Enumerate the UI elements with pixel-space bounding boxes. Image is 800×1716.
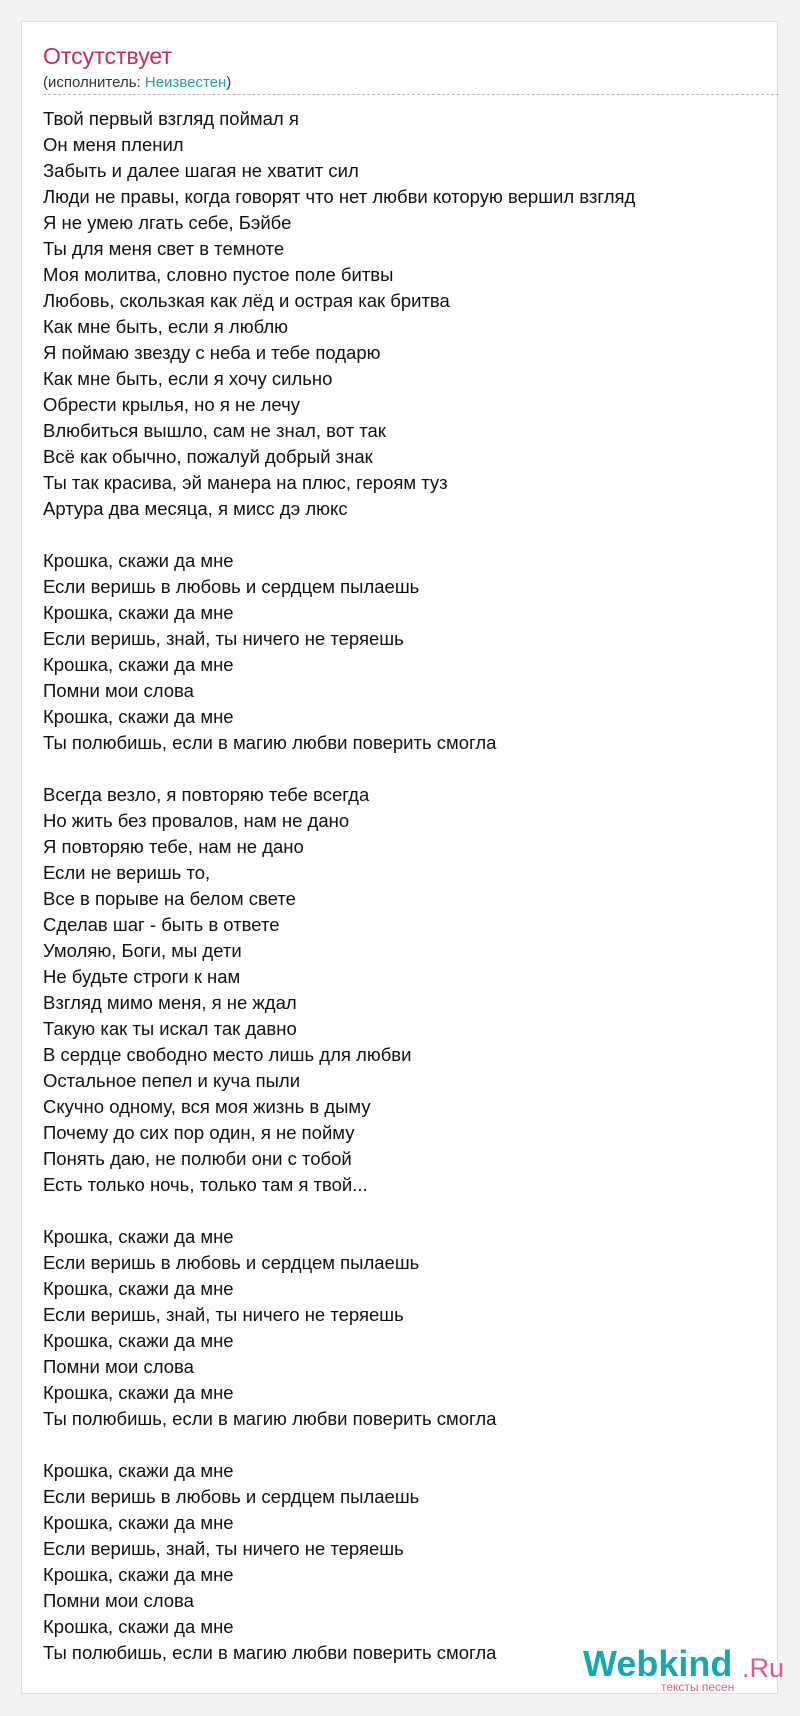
- logo-wordmark: Webkind: [583, 1643, 733, 1684]
- artist-prefix: (исполнитель:: [43, 74, 145, 91]
- lyrics-line: Крошка, скажи да мне: [43, 550, 234, 571]
- lyrics-line: Люди не правы, когда говорят что нет любви которую вершил взгляд: [43, 186, 636, 207]
- lyrics-line: Почему до сих пор один, я не пойму: [43, 1122, 355, 1143]
- logo-domain: .Ru: [742, 1653, 785, 1683]
- lyrics-line: Взгляд мимо меня, я не ждал: [43, 992, 297, 1013]
- lyrics-line: Я поймаю звезду с неба и тебе подарю: [43, 342, 381, 363]
- lyrics-line: Твой первый взгляд поймал я: [43, 108, 299, 129]
- lyrics-line: Если веришь, знай, ты ничего не теряешь: [43, 1304, 404, 1325]
- lyrics-line: Ты полюбишь, если в магию любви поверить смогла: [43, 1408, 497, 1429]
- lyrics-line: Как мне быть, если я хочу сильно: [43, 368, 333, 389]
- lyrics-line: Всегда везло, я повторяю тебе всегда: [43, 784, 370, 805]
- lyrics-line: Не будьте строги к нам: [43, 966, 241, 987]
- lyrics-line: Все в порыве на белом свете: [43, 888, 296, 909]
- lyrics-line: Крошка, скажи да мне: [43, 1330, 234, 1351]
- lyrics-stanza: [43, 106, 763, 522]
- lyrics-line: Он меня пленил: [43, 134, 184, 155]
- lyrics-line: Скучно одному, вся моя жизнь в дыму: [43, 1096, 371, 1117]
- artist-suffix: ): [226, 74, 232, 91]
- lyrics-line: Если веришь в любовь и сердцем пылаешь: [43, 576, 420, 597]
- lyrics-line: Остальное пепел и куча пыли: [43, 1070, 301, 1091]
- lyrics-line: Помни мои слова: [43, 1590, 194, 1611]
- lyrics-line: Такую как ты искал так давно: [43, 1018, 297, 1039]
- lyrics-line: В сердце свободно место лишь для любви: [43, 1044, 412, 1065]
- lyrics-line: Если веришь, знай, ты ничего не теряешь: [43, 628, 404, 649]
- lyrics-text: [43, 106, 763, 1692]
- lyrics-card: [21, 21, 778, 1694]
- lyrics-line: Влюбиться вышло, сам не знал, вот так: [43, 420, 386, 441]
- lyrics-stanza: [43, 1458, 763, 1666]
- lyrics-line: Помни мои слова: [43, 680, 194, 701]
- lyrics-line: Крошка, скажи да мне: [43, 1460, 234, 1481]
- lyrics-line: Сделав шаг - быть в ответе: [43, 914, 280, 935]
- title-divider: [43, 94, 779, 95]
- lyrics-line: Крошка, скажи да мне: [43, 1382, 234, 1403]
- lyrics-line: Если не веришь то,: [43, 862, 211, 883]
- lyrics-line: Ты полюбишь, если в магию любви поверить смогла: [43, 1642, 497, 1663]
- lyrics-line: Как мне быть, если я люблю: [43, 316, 289, 337]
- lyrics-line: Крошка, скажи да мне: [43, 1616, 234, 1637]
- webkind-logo[interactable]: [583, 1644, 783, 1700]
- lyrics-stanza: [43, 782, 763, 1198]
- lyrics-line: Крошка, скажи да мне: [43, 602, 234, 623]
- lyrics-line: Ты для меня свет в темноте: [43, 238, 285, 259]
- lyrics-line: Но жить без провалов, нам не дано: [43, 810, 350, 831]
- song-title: Отсутствует: [43, 43, 172, 69]
- lyrics-line: Если веришь в любовь и сердцем пылаешь: [43, 1486, 420, 1507]
- lyrics-line: Забыть и далее шагая не хватит сил: [43, 160, 359, 181]
- lyrics-line: Если веришь, знай, ты ничего не теряешь: [43, 1538, 404, 1559]
- logo-tagline: тексты песен: [661, 1680, 735, 1694]
- artist-line: [43, 73, 231, 93]
- lyrics-line: Ты так красива, эй манера на плюс, героям туз: [43, 472, 448, 493]
- lyrics-line: Любовь, скользкая как лёд и острая как бритва: [43, 290, 450, 311]
- lyrics-line: Я повторяю тебе, нам не дано: [43, 836, 304, 857]
- lyrics-line: Если веришь в любовь и сердцем пылаешь: [43, 1252, 420, 1273]
- lyrics-line: Обрести крылья, но я не лечу: [43, 394, 300, 415]
- lyrics-line: Умоляю, Боги, мы дети: [43, 940, 242, 961]
- lyrics-line: Всё как обычно, пожалуй добрый знак: [43, 446, 373, 467]
- lyrics-line: Крошка, скажи да мне: [43, 1564, 234, 1585]
- lyrics-line: Крошка, скажи да мне: [43, 654, 234, 675]
- lyrics-line: Я не умею лгать себе, Бэйбе: [43, 212, 292, 233]
- lyrics-line: Помни мои слова: [43, 1356, 194, 1377]
- lyrics-line: Крошка, скажи да мне: [43, 1278, 234, 1299]
- lyrics-line: Ты полюбишь, если в магию любви поверить смогла: [43, 732, 497, 753]
- artist-link[interactable]: Неизвестен: [144, 74, 227, 91]
- lyrics-line: Артура два месяца, я мисс дэ люкс: [43, 498, 348, 519]
- lyrics-stanza: [43, 1224, 763, 1432]
- lyrics-line: Понять даю, не полюби они с тобой: [43, 1148, 352, 1169]
- lyrics-line: Крошка, скажи да мне: [43, 706, 234, 727]
- lyrics-line: Крошка, скажи да мне: [43, 1226, 234, 1247]
- lyrics-line: Крошка, скажи да мне: [43, 1512, 234, 1533]
- lyrics-line: Моя молитва, словно пустое поле битвы: [43, 264, 394, 285]
- lyrics-stanza: [43, 548, 763, 756]
- lyrics-line: Есть только ночь, только там я твой...: [43, 1174, 368, 1195]
